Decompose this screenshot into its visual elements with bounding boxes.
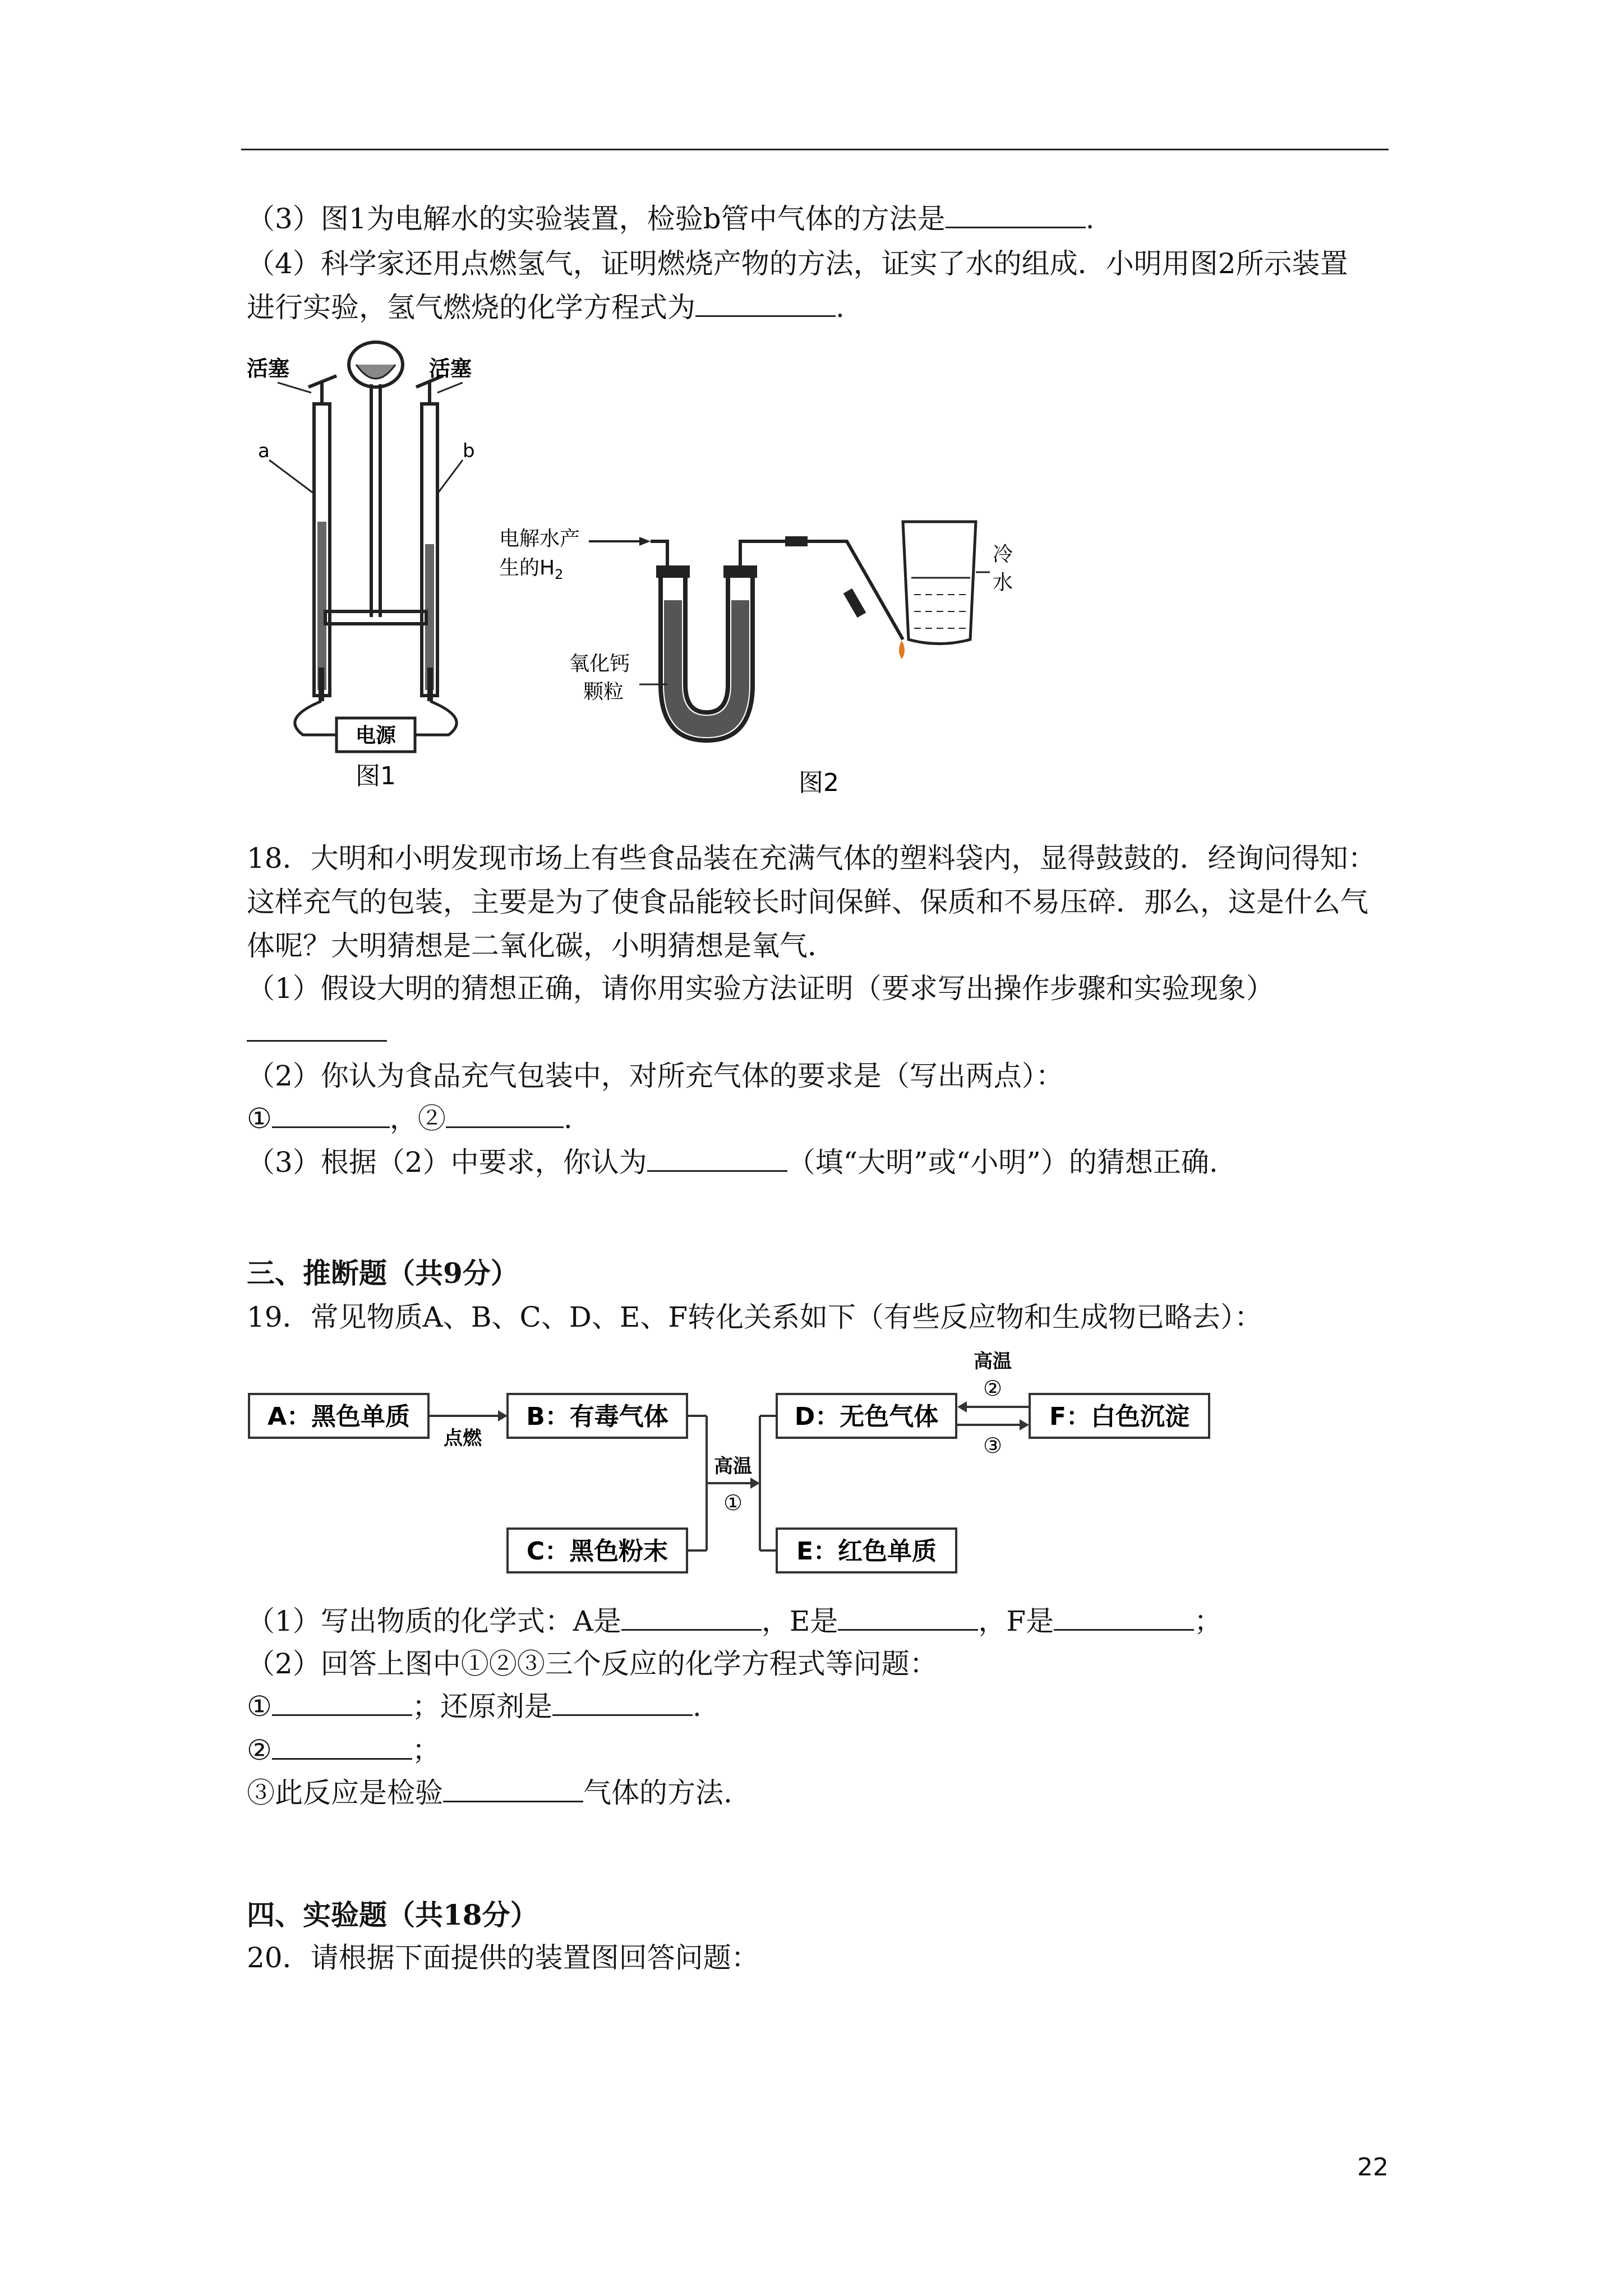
q18-part1: （1）假设大明的猜想正确，请你用实验方法证明（要求写出操作步骤和实验现象） [247, 972, 1274, 1005]
q19-reaction-1: ① ；还原剂是 . [247, 1690, 702, 1723]
section-4-heading: 四、实验题（共18分） [247, 1898, 538, 1931]
outlet-tube [740, 541, 903, 639]
circle-2: ，② [389, 1102, 446, 1135]
box-C-label: C：黑色粉末 [526, 1537, 668, 1566]
box-A-label: A：黑色单质 [267, 1402, 411, 1431]
reaction-1-marker: ① [723, 1490, 743, 1515]
valve-left-label: 活塞 [247, 356, 290, 381]
valve-right-label: 活塞 [429, 356, 472, 381]
section-3-heading: 三、推断题（共9分） [247, 1257, 519, 1290]
q17-part4-line2 [247, 291, 845, 324]
answer-blank[interactable] [621, 1607, 762, 1631]
box-E-label: E：红色单质 [796, 1537, 937, 1566]
q18-line2: 这样充气的包装，主要是为了使食品能较长时间保鲜、保质和不易压碎．那么，这是什么气 [247, 886, 1368, 918]
box-F-label: F：白色沉淀 [1049, 1402, 1190, 1431]
cao-granules [664, 600, 749, 737]
cold-water-label-line1: 冷 [993, 543, 1013, 566]
header-rule [241, 149, 1389, 150]
answer-blank[interactable] [272, 1692, 412, 1716]
q18-line3: 体呢？大明猜想是二氧化碳，小明猜想是氧气． [247, 930, 836, 962]
right-wire [415, 701, 457, 735]
beaker [903, 522, 976, 644]
answer-blank[interactable] [443, 1778, 583, 1802]
answer-blank[interactable] [838, 1607, 978, 1631]
answer-blank[interactable] [272, 1104, 390, 1128]
cold-water-label-line2: 水 [993, 571, 1013, 594]
q17-part3 [247, 202, 1095, 236]
answer-blank[interactable] [272, 1736, 412, 1760]
answer-blank[interactable] [1054, 1607, 1194, 1631]
q17-part4-text: 进行实验，氢气燃烧的化学方程式为 [247, 291, 695, 324]
answer-blank[interactable] [647, 1148, 787, 1172]
h2-source-label-line1: 电解水产 [499, 527, 580, 550]
q19-stem: 19．常见物质A、B、C、D、E、F转化关系如下（有些反应物和生成物已略去）： [247, 1301, 1263, 1333]
answer-blank[interactable] [247, 1018, 387, 1042]
q18-part1-answer [247, 1015, 387, 1049]
figure-2-caption: 图2 [799, 769, 839, 797]
figure-2-hydrogen-combustion [499, 516, 1038, 797]
q19-part2: （2）回答上图中①②③三个反应的化学方程式等问题： [247, 1648, 938, 1680]
figure-1-electrolysis [247, 331, 538, 797]
q17-part4-line1: （4）科学家还用点燃氢气，证明燃烧产物的方法，证实了水的组成．小明用图2所示装置 [247, 247, 1348, 280]
reaction-flow-diagram [247, 1346, 1267, 1582]
left-tube-liquid [317, 522, 326, 690]
answer-blank[interactable] [695, 293, 836, 317]
q18-part2-answers: ① ，② . [247, 1102, 573, 1135]
h2-source-label-line2: 生的$H_2$ [499, 556, 564, 582]
answer-blank[interactable] [946, 204, 1086, 228]
page-number: 22 [1357, 2153, 1389, 2182]
high-temp-label-1: 高温 [714, 1455, 752, 1478]
tube-a-label: a [258, 440, 270, 462]
q18-part3: （3）根据（2）中要求，你认为 （填“大明”或“小明”）的猜想正确. [247, 1146, 1218, 1179]
cao-label-line1: 氧化钙 [569, 652, 630, 675]
flame-icon [899, 641, 905, 659]
reaction-3-marker: ③ [983, 1433, 1003, 1458]
cao-label-line2: 颗粒 [583, 680, 624, 703]
q19-reaction-2: ② ； [247, 1734, 440, 1766]
box-B-label: B：有毒气体 [526, 1402, 668, 1431]
answer-blank[interactable] [552, 1692, 693, 1716]
q17-part3-end: . [1085, 203, 1095, 235]
reaction-2-marker: ② [983, 1376, 1003, 1401]
ignite-label: 点燃 [444, 1427, 482, 1450]
answer-blank[interactable] [446, 1104, 564, 1128]
tube-b-label: b [463, 440, 475, 462]
reservoir-water [356, 365, 395, 379]
box-D-label: D：无色气体 [794, 1402, 939, 1431]
power-label: 电源 [355, 724, 396, 747]
q17-part3-text: （3）图1为电解水的实验装置，检验b管中气体的方法是 [247, 203, 946, 235]
q20-stem: 20．请根据下面提供的装置图回答问题： [247, 1941, 759, 1974]
q18-part2: （2）你认为食品充气包装中，对所充气体的要求是（写出两点）： [247, 1060, 1064, 1092]
left-wire [295, 701, 336, 735]
q17-part4-end: . [836, 291, 845, 324]
figure-1-caption: 图1 [356, 762, 396, 790]
q19-reaction-3: ③此反应是检验 气体的方法. [247, 1777, 732, 1809]
q18-line1: 18．大明和小明发现市场上有些食品装在充满气体的塑料袋内，显得鼓鼓的．经询问得知： [247, 842, 1376, 875]
q19-part1: （1）写出物质的化学式：A是 ，E是 ，F是 ； [247, 1605, 1223, 1637]
circle-1: ① [247, 1102, 272, 1135]
high-temp-label-2: 高温 [974, 1350, 1012, 1373]
